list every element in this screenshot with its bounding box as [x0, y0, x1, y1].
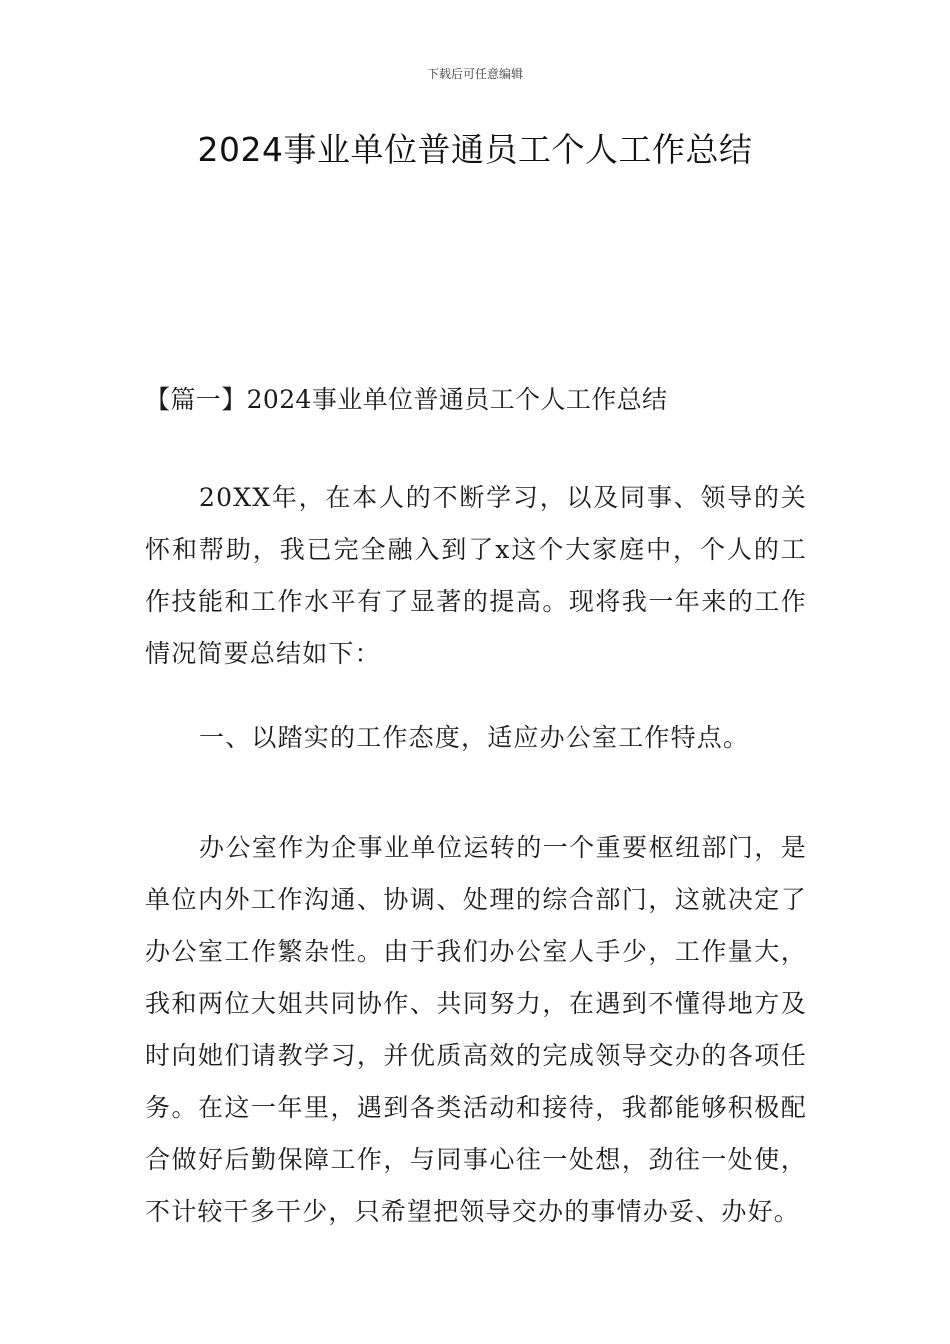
point-one-heading: 一、以踏实的工作态度，适应办公室工作特点。 [199, 723, 750, 752]
document-title: 2024事业单位普通员工个人工作总结 [197, 130, 753, 169]
header-note: 下载后可任意编辑 [426, 67, 523, 81]
point-one-paragraph: 办公室作为企事业单位运转的一个重要枢纽部门，是单位内外工作沟通、协调、处理的综合部门，这就决定了办公室工作繁杂性。由于我们办公室人手少，工作量大，我和两位大姐共同协作、共同努力，在遇到不懂得地方及时向她们请教学习，并优质高效的完成领导交办的各项任务。在这一年里，遇到各类活动和接待，我都能够积极配合做好后勤保障工作，与同事心往一处想，劲往一处使，不计较干多干少，只希望把领导交办的事情办妥、办好。 [145, 833, 807, 1226]
intro-paragraph: 20XX年，在本人的不断学习，以及同事、领导的关怀和帮助，我已完全融入到了x这个大家庭中，个人的工作技能和工作水平有了显著的提高。现将我一年来的工作情况简要总结如下： [145, 483, 807, 668]
section-heading: 【篇一】2024事业单位普通员工个人工作总结 [145, 385, 668, 414]
